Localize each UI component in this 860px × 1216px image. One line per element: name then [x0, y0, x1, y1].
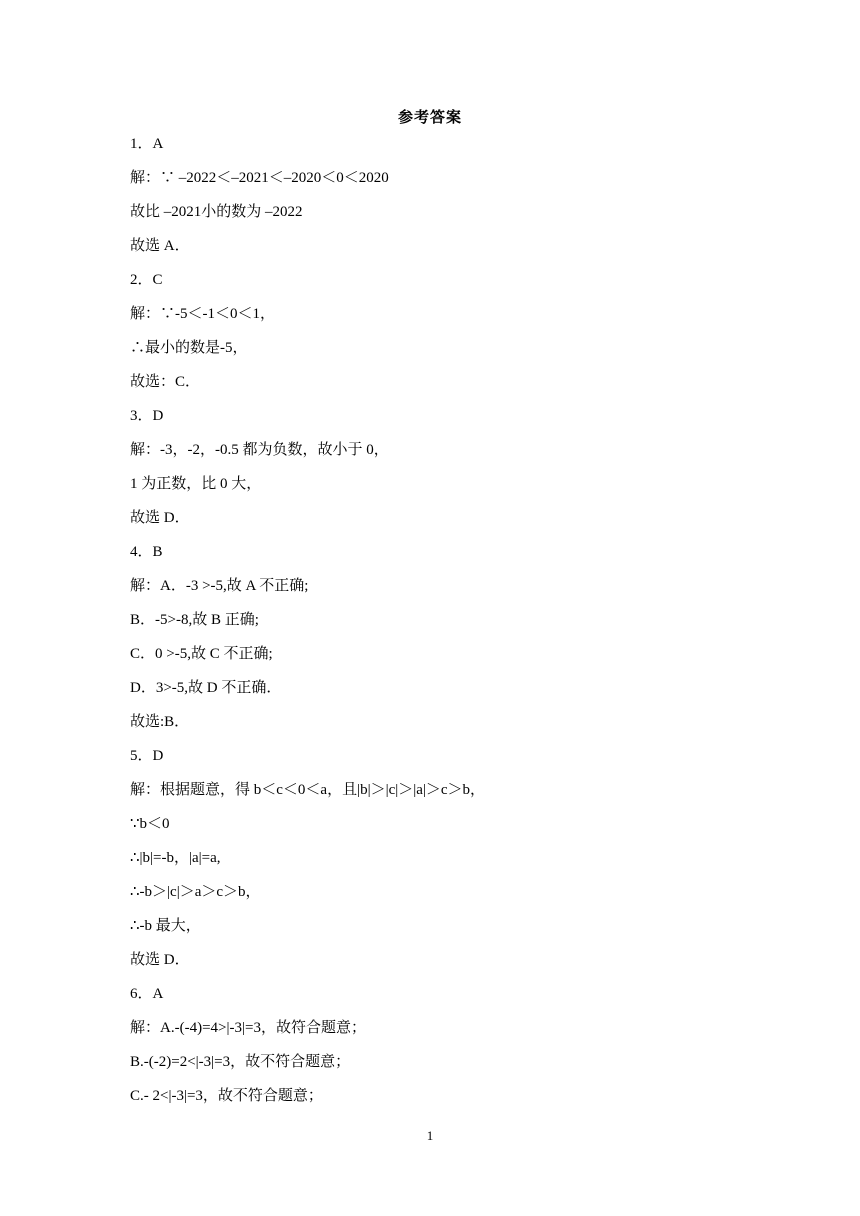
answer-line: ∴最小的数是-5， — [130, 340, 248, 356]
answer-line: C．0 >-5,故 C 不正确; — [130, 646, 273, 662]
page-title: 参考答案 — [397, 110, 462, 126]
answer-line: 6．A — [130, 986, 164, 1002]
answer-line: B.-(-2)=2<|-3|=3，故不符合题意； — [130, 1054, 351, 1070]
answer-line: 故选:B． — [130, 714, 190, 730]
answer-line: 解：-3，-2，-0.5 都为负数，故小于 0， — [130, 442, 389, 458]
answer-line: 1 为正数，比 0 大， — [130, 476, 262, 492]
answer-line: ∴|b|=-b，|a|=a, — [130, 850, 221, 866]
answer-line: 故选 D． — [130, 510, 190, 526]
answer-line: 2．C — [130, 272, 163, 288]
answer-line: 解：根据题意，得 b＜c＜0＜a，且|b|＞|c|＞|a|＞c＞b， — [130, 782, 486, 798]
answer-line: 故选：C． — [130, 374, 201, 390]
answer-line: ∴-b＞|c|＞a＞c＞b， — [130, 884, 261, 900]
answer-line: 故选 A． — [130, 238, 190, 254]
answer-line: B．-5>-8,故 B 正确; — [130, 612, 259, 628]
answer-line: 解：∵-5＜-1＜0＜1， — [130, 306, 275, 322]
answer-line: 解：A.-(-4)=4>|-3|=3，故符合题意； — [130, 1020, 366, 1036]
answer-line: 1．A — [130, 136, 164, 152]
answer-line: C.- 2<|-3|=3，故不符合题意； — [130, 1088, 323, 1104]
answer-line: 5．D — [130, 748, 164, 764]
answer-line: 故选 D． — [130, 952, 190, 968]
answer-line: ∵b＜0 — [130, 816, 170, 832]
answer-line: 3．D — [130, 408, 164, 424]
answer-line: 故比 –2021小的数为 –2022 — [130, 204, 303, 220]
answer-line: ∴-b 最大， — [130, 918, 201, 934]
page-number: 1 — [426, 1128, 434, 1143]
answer-line: 4．B — [130, 544, 163, 560]
answer-line: 解：A．-3 >-5,故 A 不正确; — [130, 578, 309, 594]
answer-line: 解：∵ –2022＜–2021＜–2020＜0＜2020 — [130, 170, 389, 186]
answer-line: D．3>-5,故 D 不正确． — [130, 680, 282, 696]
